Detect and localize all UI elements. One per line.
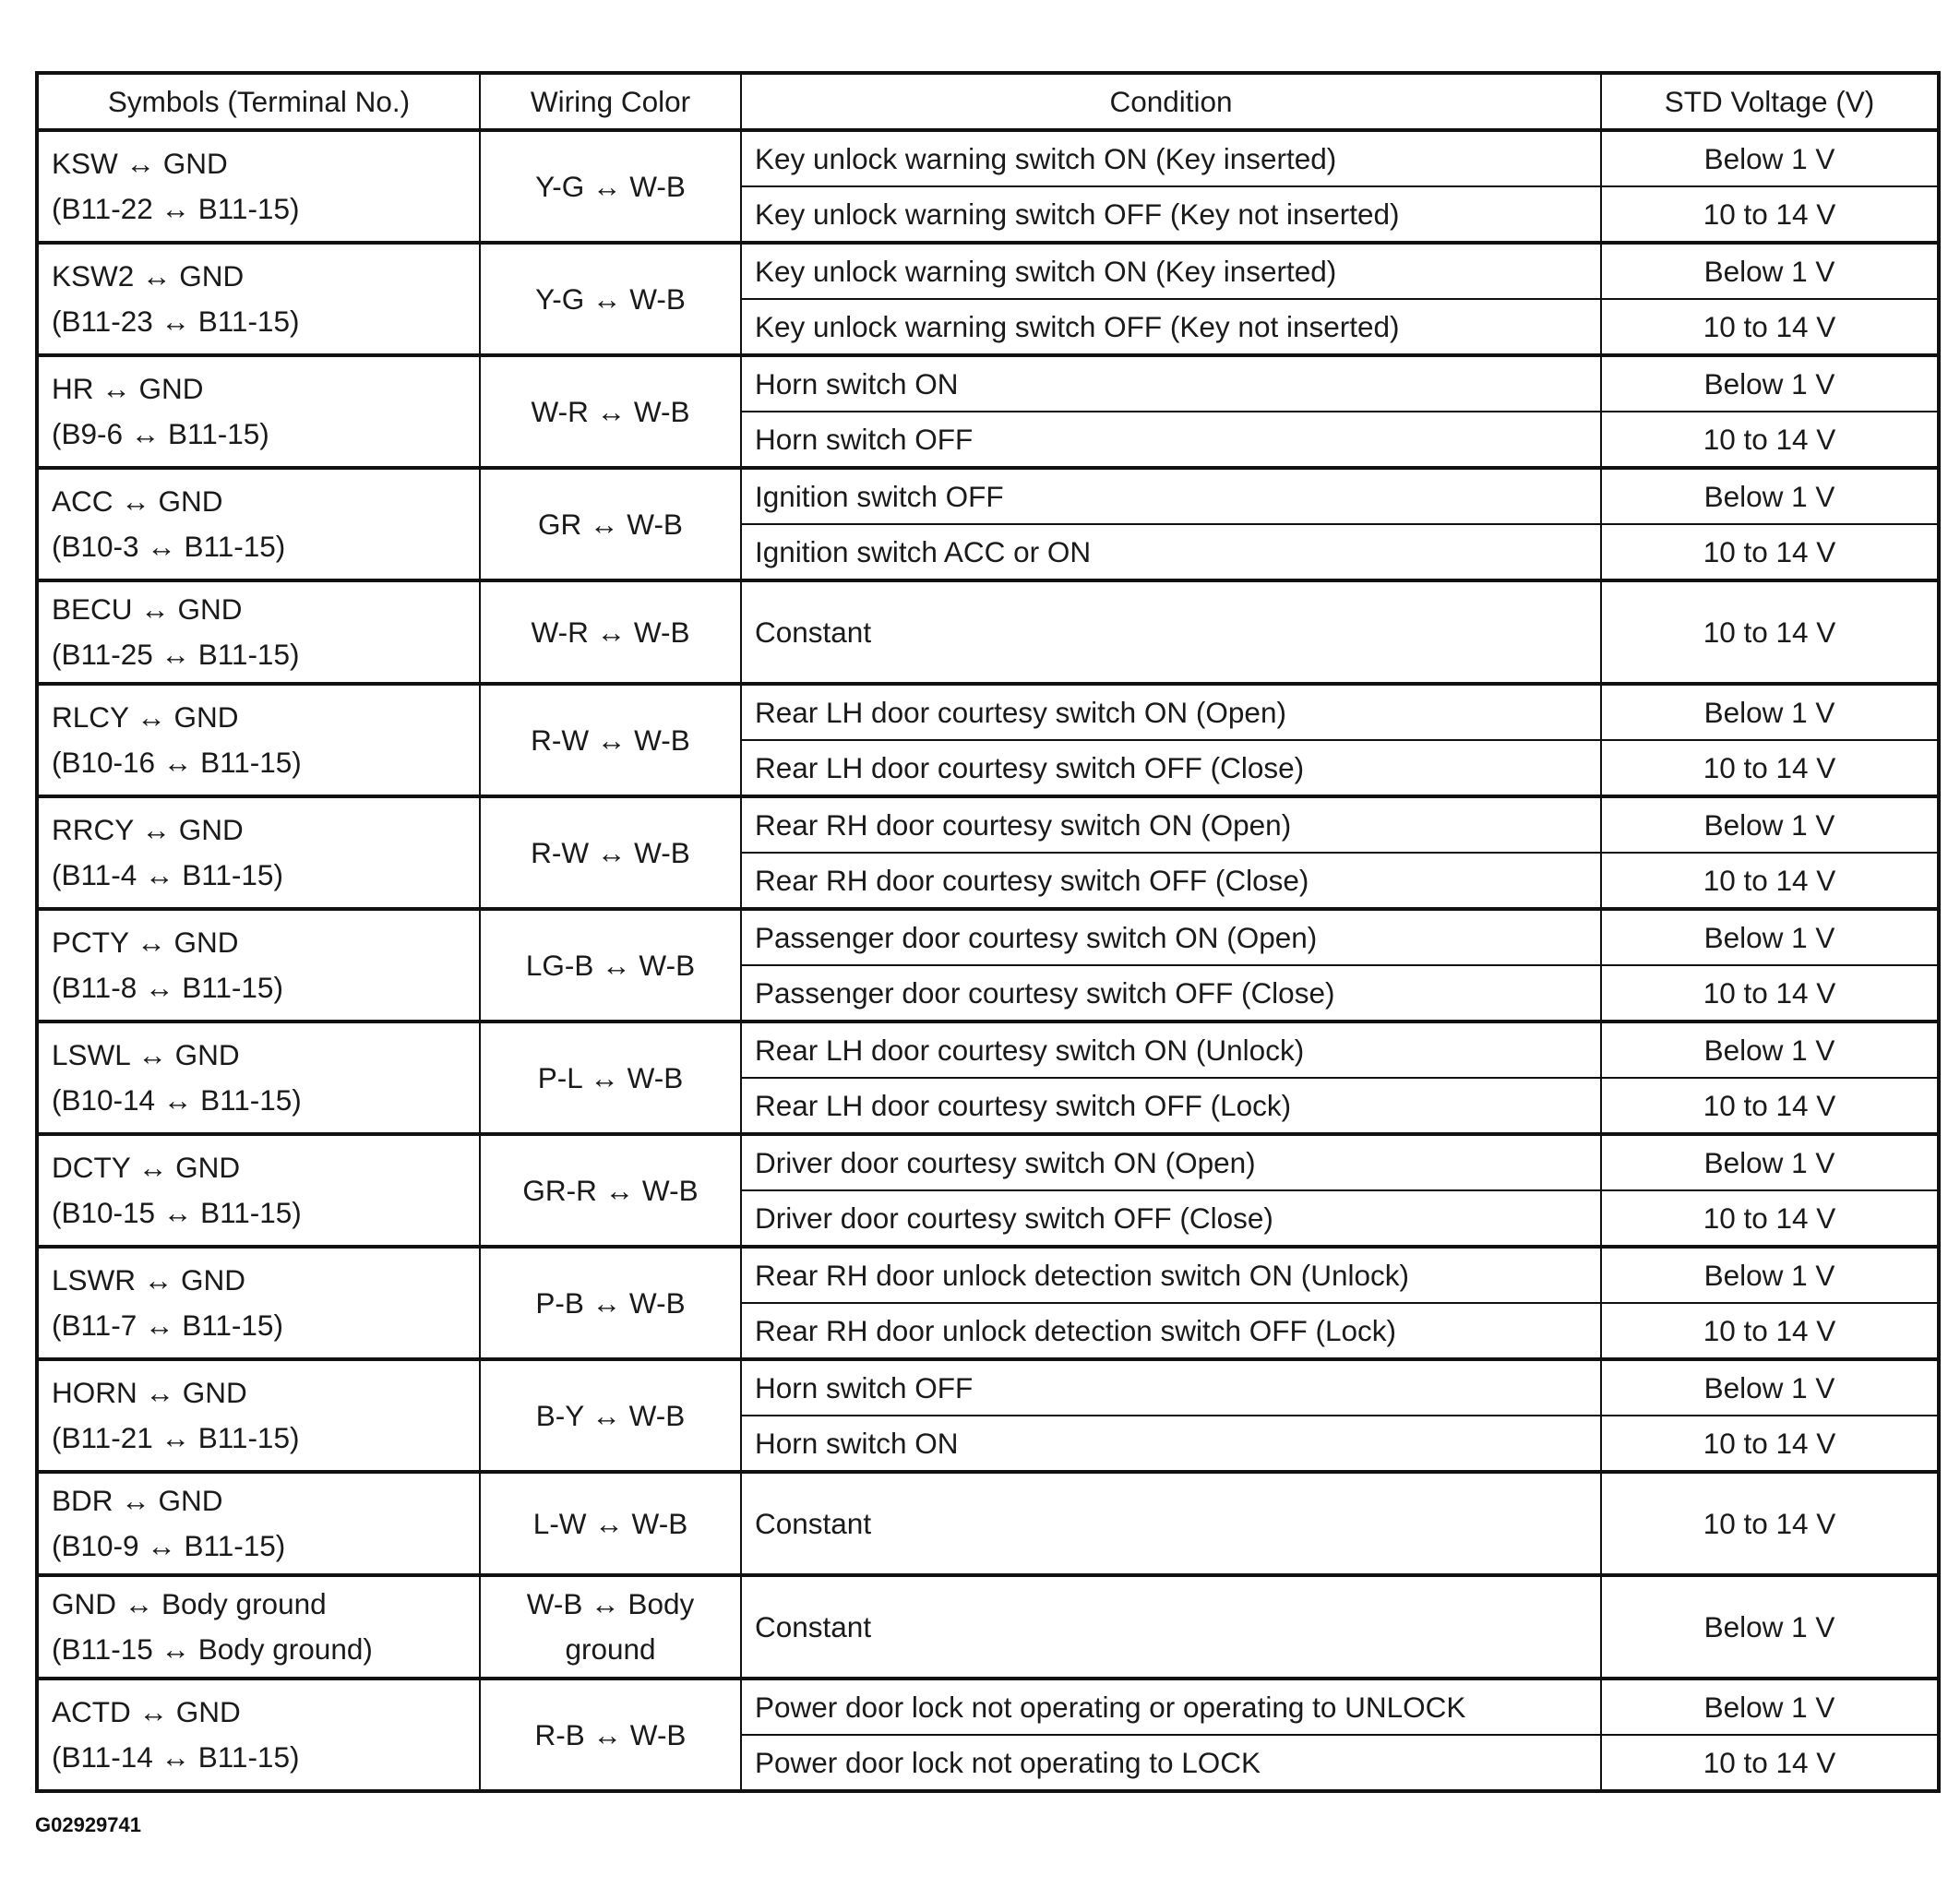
symbol-cell (37, 1022, 480, 1134)
terminal-numbers: (B10-3 ↔ B11-15) (52, 530, 286, 563)
symbol-pair: HORN ↔ GND (52, 1376, 247, 1410)
table-row (37, 130, 1939, 186)
condition-cell: Power door lock not operating or operating to UNLOCK (741, 1679, 1601, 1735)
header-std-voltage: STD Voltage (V) (1601, 73, 1939, 130)
terminal-voltage-table (35, 71, 1941, 1793)
terminal-numbers: (B11-4 ↔ B11-15) (52, 858, 283, 891)
table-row (37, 243, 1939, 299)
std-voltage-cell: 10 to 14 V (1601, 853, 1939, 909)
condition-cell: Rear LH door courtesy switch OFF (Lock) (741, 1078, 1601, 1134)
symbol-pair: RRCY ↔ GND (52, 813, 244, 847)
wiring-color-cell: LG-B ↔ W-B (480, 909, 741, 1022)
std-voltage-cell: 10 to 14 V (1601, 1303, 1939, 1359)
condition-cell: Passenger door courtesy switch ON (Open) (741, 909, 1601, 965)
table-row (37, 684, 1939, 740)
std-voltage-cell: 10 to 14 V (1601, 1472, 1939, 1575)
table-row (37, 1022, 1939, 1078)
terminal-numbers: (B11-23 ↔ B11-15) (52, 305, 300, 338)
symbol-pair: RLCY ↔ GND (52, 700, 239, 735)
table-body (37, 130, 1939, 1791)
std-voltage-cell: 10 to 14 V (1601, 965, 1939, 1022)
symbol-pair: KSW ↔ GND (52, 147, 228, 181)
std-voltage-cell: Below 1 V (1601, 1022, 1939, 1078)
condition-cell: Power door lock not operating to LOCK (741, 1735, 1601, 1791)
symbol-pair: GND ↔ Body ground (52, 1587, 327, 1621)
table-row (37, 796, 1939, 853)
symbol-cell (37, 1359, 480, 1472)
table-row (37, 355, 1939, 412)
wiring-color-cell: R-B ↔ W-B (480, 1679, 741, 1791)
condition-cell: Constant (741, 580, 1601, 684)
terminal-numbers: (B10-9 ↔ B11-15) (52, 1529, 286, 1562)
terminal-numbers: (B11-7 ↔ B11-15) (52, 1308, 283, 1342)
symbol-cell (37, 909, 480, 1022)
terminal-numbers: (B11-22 ↔ B11-15) (52, 192, 300, 225)
condition-cell: Horn switch ON (741, 355, 1601, 412)
std-voltage-cell: Below 1 V (1601, 796, 1939, 853)
table-row (37, 1134, 1939, 1190)
std-voltage-cell: Below 1 V (1601, 1679, 1939, 1735)
condition-cell: Key unlock warning switch ON (Key inserted) (741, 130, 1601, 186)
std-voltage-cell: 10 to 14 V (1601, 740, 1939, 796)
header-row (37, 73, 1939, 130)
std-voltage-cell: 10 to 14 V (1601, 186, 1939, 243)
table-row (37, 1575, 1939, 1679)
condition-cell: Rear RH door courtesy switch ON (Open) (741, 796, 1601, 853)
condition-cell: Horn switch OFF (741, 1359, 1601, 1416)
symbol-pair: BDR ↔ GND (52, 1484, 223, 1518)
condition-cell: Key unlock warning switch OFF (Key not inserted) (741, 299, 1601, 355)
terminal-numbers: (B11-8 ↔ B11-15) (52, 971, 283, 1004)
symbol-pair: LSWR ↔ GND (52, 1263, 246, 1297)
symbol-cell (37, 1575, 480, 1679)
symbol-pair: LSWL ↔ GND (52, 1038, 240, 1072)
header-wiring-color: Wiring Color (480, 73, 741, 130)
symbol-pair: KSW2 ↔ GND (52, 259, 245, 293)
std-voltage-cell: Below 1 V (1601, 684, 1939, 740)
wiring-color-cell: B-Y ↔ W-B (480, 1359, 741, 1472)
symbol-cell (37, 1134, 480, 1247)
std-voltage-cell: Below 1 V (1601, 1575, 1939, 1679)
table-row (37, 1472, 1939, 1575)
wiring-color-cell: W-R ↔ W-B (480, 580, 741, 684)
figure-id: G02929741 (35, 1813, 141, 1836)
terminal-numbers: (B10-16 ↔ B11-15) (52, 746, 302, 779)
table-row (37, 1247, 1939, 1303)
wiring-color-cell: Y-G ↔ W-B (480, 130, 741, 243)
std-voltage-cell: 10 to 14 V (1601, 1735, 1939, 1791)
std-voltage-cell: 10 to 14 V (1601, 299, 1939, 355)
std-voltage-cell: 10 to 14 V (1601, 1078, 1939, 1134)
std-voltage-cell: 10 to 14 V (1601, 580, 1939, 684)
symbol-pair: ACTD ↔ GND (52, 1695, 241, 1729)
terminal-numbers: (B10-14 ↔ B11-15) (52, 1083, 302, 1117)
symbol-cell (37, 1247, 480, 1359)
terminal-numbers: (B11-14 ↔ B11-15) (52, 1740, 300, 1774)
table-row (37, 909, 1939, 965)
wiring-color-cell: L-W ↔ W-B (480, 1472, 741, 1575)
condition-cell: Horn switch ON (741, 1416, 1601, 1472)
condition-cell: Ignition switch ACC or ON (741, 524, 1601, 580)
condition-cell: Constant (741, 1472, 1601, 1575)
symbol-cell (37, 355, 480, 468)
wiring-color-cell: P-B ↔ W-B (480, 1247, 741, 1359)
std-voltage-cell: Below 1 V (1601, 130, 1939, 186)
std-voltage-cell: 10 to 14 V (1601, 1190, 1939, 1247)
std-voltage-cell: Below 1 V (1601, 1247, 1939, 1303)
wiring-color-cell: W-R ↔ W-B (480, 355, 741, 468)
condition-cell: Driver door courtesy switch ON (Open) (741, 1134, 1601, 1190)
symbol-cell (37, 796, 480, 909)
condition-cell: Rear LH door courtesy switch ON (Unlock) (741, 1022, 1601, 1078)
condition-cell: Rear RH door unlock detection switch OFF (Lock) (741, 1303, 1601, 1359)
std-voltage-cell: 10 to 14 V (1601, 524, 1939, 580)
terminal-numbers: (B11-25 ↔ B11-15) (52, 638, 300, 671)
symbol-pair: HR ↔ GND (52, 372, 204, 406)
condition-cell: Constant (741, 1575, 1601, 1679)
symbol-pair: BECU ↔ GND (52, 592, 243, 627)
wiring-color-cell: GR ↔ W-B (480, 468, 741, 580)
symbol-cell (37, 684, 480, 796)
std-voltage-cell: Below 1 V (1601, 243, 1939, 299)
condition-cell: Key unlock warning switch OFF (Key not inserted) (741, 186, 1601, 243)
symbol-cell (37, 130, 480, 243)
condition-cell: Passenger door courtesy switch OFF (Close) (741, 965, 1601, 1022)
symbol-pair: ACC ↔ GND (52, 484, 223, 519)
terminal-numbers: (B9-6 ↔ B11-15) (52, 417, 269, 450)
header-condition: Condition (741, 73, 1601, 130)
wiring-color-cell: R-W ↔ W-B (480, 684, 741, 796)
condition-cell: Rear LH door courtesy switch ON (Open) (741, 684, 1601, 740)
std-voltage-cell: Below 1 V (1601, 909, 1939, 965)
wiring-color-cell: W-B ↔ Body ground (480, 1575, 741, 1679)
condition-cell: Driver door courtesy switch OFF (Close) (741, 1190, 1601, 1247)
wiring-color-cell: GR-R ↔ W-B (480, 1134, 741, 1247)
wiring-color-cell: Y-G ↔ W-B (480, 243, 741, 355)
table-row (37, 1679, 1939, 1735)
symbol-cell (37, 243, 480, 355)
header-symbols: Symbols (Terminal No.) (37, 73, 480, 130)
std-voltage-cell: Below 1 V (1601, 355, 1939, 412)
condition-cell: Key unlock warning switch ON (Key inserted) (741, 243, 1601, 299)
std-voltage-cell: Below 1 V (1601, 1134, 1939, 1190)
table-row (37, 468, 1939, 524)
std-voltage-cell: Below 1 V (1601, 1359, 1939, 1416)
terminal-numbers: (B11-15 ↔ Body ground) (52, 1632, 373, 1666)
std-voltage-cell: Below 1 V (1601, 468, 1939, 524)
condition-cell: Rear RH door courtesy switch OFF (Close) (741, 853, 1601, 909)
symbol-cell (37, 1472, 480, 1575)
condition-cell: Rear LH door courtesy switch OFF (Close) (741, 740, 1601, 796)
std-voltage-cell: 10 to 14 V (1601, 412, 1939, 468)
symbol-pair: DCTY ↔ GND (52, 1151, 241, 1185)
wiring-color-cell: P-L ↔ W-B (480, 1022, 741, 1134)
symbol-cell (37, 468, 480, 580)
condition-cell: Horn switch OFF (741, 412, 1601, 468)
condition-cell: Ignition switch OFF (741, 468, 1601, 524)
symbol-cell (37, 580, 480, 684)
std-voltage-cell: 10 to 14 V (1601, 1416, 1939, 1472)
terminal-numbers: (B11-21 ↔ B11-15) (52, 1421, 300, 1454)
symbol-cell (37, 1679, 480, 1791)
wiring-color-cell: R-W ↔ W-B (480, 796, 741, 909)
table-row (37, 580, 1939, 684)
condition-cell: Rear RH door unlock detection switch ON (Unlock) (741, 1247, 1601, 1303)
table-row (37, 1359, 1939, 1416)
symbol-pair: PCTY ↔ GND (52, 926, 239, 960)
terminal-numbers: (B10-15 ↔ B11-15) (52, 1196, 302, 1229)
